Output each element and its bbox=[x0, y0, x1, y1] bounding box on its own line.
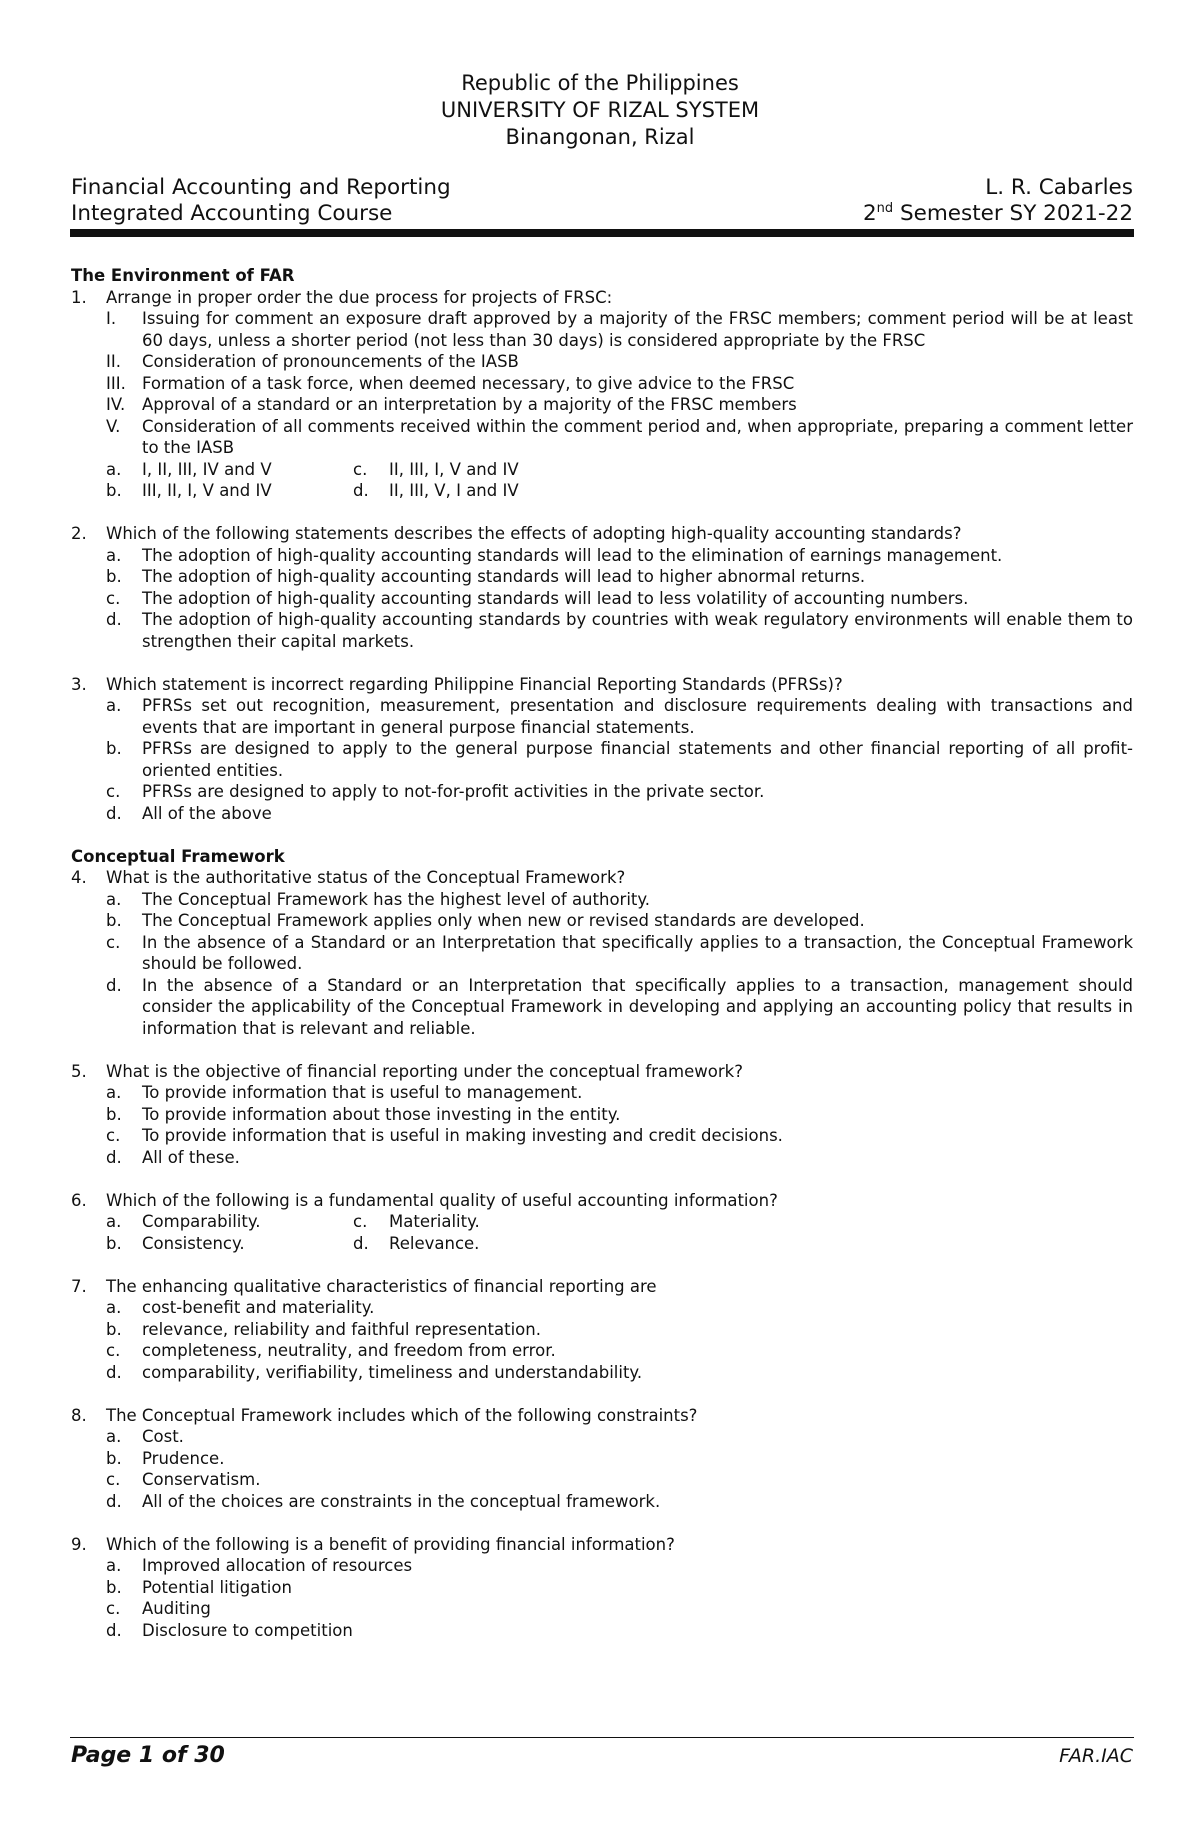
choice-text: PFRSs are designed to apply to not-for-profit activities in the private sector. bbox=[142, 782, 765, 801]
question-9 bbox=[71, 1534, 1133, 1556]
course-row-2 bbox=[71, 201, 1133, 229]
answer-choice bbox=[71, 1125, 1133, 1147]
choice-label: b. bbox=[106, 1104, 122, 1124]
answer-choice bbox=[71, 609, 1133, 652]
answer-choice bbox=[71, 545, 1133, 567]
process-step bbox=[71, 394, 1133, 416]
question-number: 9. bbox=[71, 1534, 87, 1554]
choice-text: To provide information about those investing in the entity. bbox=[142, 1104, 621, 1124]
choice-text: The adoption of high-quality accounting standards will lead to less volatility of accounting numbers. bbox=[142, 588, 969, 608]
choice-text: Comparability. bbox=[142, 1212, 261, 1231]
choice-label: c. bbox=[353, 459, 368, 479]
process-step bbox=[71, 351, 1133, 373]
question-8 bbox=[71, 1405, 1133, 1427]
choice-text: The adoption of high-quality accounting standards will lead to the elimination of earnings management. bbox=[142, 545, 1003, 565]
question-text: The enhancing qualitative characteristics of financial reporting are bbox=[106, 1276, 657, 1296]
semester-label bbox=[863, 201, 1133, 226]
section-heading-conceptual-framework: Conceptual Framework bbox=[71, 846, 285, 866]
step-text: Issuing for comment an exposure draft approved by a majority of the FRSC members; comment period will be at least 60 days, unless a shorter period (not less than 30 days) is considered appropriate by the FRSC bbox=[142, 309, 1133, 350]
question-number: 6. bbox=[71, 1190, 87, 1210]
choice-label: a. bbox=[106, 1556, 122, 1575]
choice-text: In the absence of a Standard or an Interpretation that specifically applies to a transaction, the Conceptual Framework should be followed. bbox=[142, 932, 1133, 973]
choice-label: c. bbox=[106, 932, 121, 952]
answer-choice bbox=[71, 1426, 1133, 1448]
choice-label: b. bbox=[106, 481, 122, 500]
answer-choice bbox=[71, 738, 1133, 781]
choice-label: a. bbox=[106, 889, 122, 909]
choice-label: a. bbox=[106, 1083, 122, 1102]
choice-label: c. bbox=[106, 1126, 121, 1145]
choice-label: d. bbox=[106, 610, 122, 629]
choice-text: II, III, V, I and IV bbox=[389, 481, 519, 500]
page-number: Page 1 of 30 bbox=[71, 1743, 225, 1768]
step-label: IV. bbox=[106, 395, 126, 414]
answer-choices-row bbox=[71, 1233, 1133, 1255]
choice-label: d. bbox=[106, 975, 122, 995]
choice-text: Auditing bbox=[142, 1599, 211, 1618]
choice-text: Materiality. bbox=[389, 1212, 480, 1231]
answer-choice bbox=[71, 1362, 1133, 1384]
question-6 bbox=[71, 1190, 1133, 1212]
process-step bbox=[71, 308, 1133, 351]
answer-choice bbox=[71, 1340, 1133, 1362]
choice-label: d. bbox=[106, 1147, 122, 1167]
answer-choice bbox=[71, 1620, 1133, 1642]
answer-choice bbox=[71, 1448, 1133, 1470]
choice-text: To provide information that is useful in making investing and credit decisions. bbox=[142, 1126, 783, 1145]
choice-text: The adoption of high-quality accounting standards by countries with weak regulatory environments will enable them to strengthen their capital markets. bbox=[142, 610, 1133, 651]
answer-choice bbox=[71, 1469, 1133, 1491]
semester-number: 2 bbox=[862, 201, 877, 226]
choice-text: The Conceptual Framework has the highest level of authority. bbox=[142, 889, 651, 909]
question-text: Which statement is incorrect regarding Philippine Financial Reporting Standards (PFRSs)? bbox=[106, 674, 843, 694]
institution-header bbox=[0, 70, 1200, 151]
step-text: Consideration of all comments received within the comment period and, when appropriate, preparing a comment letter to the IASB bbox=[142, 416, 1133, 457]
question-number: 5. bbox=[71, 1061, 87, 1081]
step-label: I. bbox=[106, 309, 117, 328]
choice-text: relevance, reliability and faithful representation. bbox=[142, 1319, 541, 1339]
answer-choice bbox=[71, 1297, 1133, 1319]
choice-text: PFRSs set out recognition, measurement, presentation and disclosure requirements dealing with transactions and events that are important in general purpose financial statements. bbox=[142, 696, 1133, 737]
choice-label: b. bbox=[106, 1233, 122, 1253]
answer-choice bbox=[71, 1082, 1133, 1104]
step-label: V. bbox=[106, 416, 121, 436]
step-text: Approval of a standard or an interpretation by a majority of the FRSC members bbox=[142, 395, 797, 414]
choice-label: d. bbox=[106, 1491, 122, 1511]
process-step bbox=[71, 373, 1133, 395]
answer-choice bbox=[71, 588, 1133, 610]
question-content bbox=[71, 265, 1133, 1641]
answer-choices-row bbox=[71, 459, 1133, 481]
choice-label: a. bbox=[106, 1427, 122, 1446]
choice-label: d. bbox=[106, 803, 122, 823]
author-name: L. R. Cabarles bbox=[985, 175, 1133, 200]
choice-label: c. bbox=[106, 1470, 121, 1489]
question-7 bbox=[71, 1276, 1133, 1298]
choice-text: All of these. bbox=[142, 1147, 240, 1167]
choice-label: d. bbox=[106, 1620, 122, 1640]
semester-text: Semester SY 2021-22 bbox=[893, 201, 1133, 226]
choice-label: c. bbox=[106, 1599, 121, 1618]
choice-text: Consistency. bbox=[142, 1233, 245, 1253]
choice-text: Prudence. bbox=[142, 1448, 225, 1468]
choice-label: b. bbox=[106, 1319, 122, 1339]
choice-text: II, III, I, V and IV bbox=[389, 459, 519, 479]
choice-label: b. bbox=[106, 567, 122, 586]
choice-label: b. bbox=[106, 739, 122, 758]
answer-choice bbox=[71, 803, 1133, 825]
answer-choice bbox=[71, 910, 1133, 932]
question-text: What is the authoritative status of the Conceptual Framework? bbox=[106, 868, 626, 887]
choice-label: c. bbox=[106, 782, 121, 801]
step-text: Formation of a task force, when deemed necessary, to give advice to the FRSC bbox=[142, 373, 795, 393]
question-5 bbox=[71, 1061, 1133, 1083]
choice-text: Improved allocation of resources bbox=[142, 1556, 413, 1575]
choice-label: a. bbox=[106, 1212, 122, 1231]
choice-text: cost-benefit and materiality. bbox=[142, 1298, 375, 1317]
question-4 bbox=[71, 867, 1133, 889]
choice-label: d. bbox=[106, 1362, 122, 1382]
question-number: 3. bbox=[71, 674, 87, 694]
header-divider bbox=[70, 229, 1134, 237]
choice-label: a. bbox=[106, 1298, 122, 1317]
answer-choices-row bbox=[71, 480, 1133, 502]
footer-divider bbox=[70, 1737, 1134, 1738]
choice-label: a. bbox=[106, 545, 122, 565]
course-row-1 bbox=[71, 175, 1133, 203]
question-text: What is the objective of financial reporting under the conceptual framework? bbox=[106, 1061, 743, 1081]
choice-label: c. bbox=[106, 588, 121, 608]
answer-choices-row bbox=[71, 1211, 1133, 1233]
choice-text: All of the above bbox=[142, 803, 272, 823]
step-text: Consideration of pronouncements of the IASB bbox=[142, 352, 519, 371]
choice-text: III, II, I, V and IV bbox=[142, 481, 272, 500]
answer-choice bbox=[71, 695, 1133, 738]
answer-choice bbox=[71, 1598, 1133, 1620]
answer-choice bbox=[71, 1577, 1133, 1599]
question-text: The Conceptual Framework includes which of the following constraints? bbox=[106, 1405, 698, 1425]
document-code: FAR.IAC bbox=[1059, 1745, 1133, 1767]
choice-text: In the absence of a Standard or an Interpretation that specifically applies to a transaction, management should consider the applicability of the Conceptual Framework in developing and applying an accounting policy that results in information that is relevant and reliable. bbox=[142, 975, 1133, 1038]
choice-label: b. bbox=[106, 911, 122, 930]
answer-choice bbox=[71, 932, 1133, 975]
answer-choice bbox=[71, 781, 1133, 803]
campus-name: Binangonan, Rizal bbox=[505, 125, 695, 149]
question-3 bbox=[71, 674, 1133, 696]
question-2 bbox=[71, 523, 1133, 545]
choice-label: b. bbox=[106, 1448, 122, 1468]
semester-suffix: nd bbox=[876, 201, 894, 216]
question-number: 7. bbox=[71, 1276, 87, 1296]
answer-choice bbox=[71, 975, 1133, 1040]
question-number: 4. bbox=[71, 868, 87, 887]
course-title: Integrated Accounting Course bbox=[71, 201, 393, 226]
answer-choice bbox=[71, 566, 1133, 588]
choice-text: Cost. bbox=[142, 1427, 184, 1446]
choice-text: Conservatism. bbox=[142, 1470, 261, 1489]
choice-label: c. bbox=[353, 1212, 368, 1231]
step-label: III. bbox=[106, 373, 126, 393]
choice-text: The Conceptual Framework applies only when new or revised standards are developed. bbox=[142, 911, 865, 930]
country-name: Republic of the Philippines bbox=[461, 71, 739, 95]
choice-text: Relevance. bbox=[389, 1233, 480, 1253]
answer-choice bbox=[71, 1491, 1133, 1513]
answer-choice bbox=[71, 1104, 1133, 1126]
choice-text: The adoption of high-quality accounting standards will lead to higher abnormal returns. bbox=[142, 567, 866, 586]
section-heading-environment: The Environment of FAR bbox=[71, 266, 295, 285]
choice-text: PFRSs are designed to apply to the general purpose financial statements and other financial reporting of all profit-oriented entities. bbox=[142, 739, 1133, 780]
question-text: Which of the following is a fundamental quality of useful accounting information? bbox=[106, 1190, 778, 1210]
choice-label: c. bbox=[106, 1341, 121, 1360]
question-number: 1. bbox=[71, 287, 87, 307]
choice-text: All of the choices are constraints in the conceptual framework. bbox=[142, 1491, 661, 1511]
choice-text: Disclosure to competition bbox=[142, 1620, 353, 1640]
step-label: II. bbox=[106, 352, 121, 371]
choice-text: Potential litigation bbox=[142, 1577, 292, 1597]
choice-label: a. bbox=[106, 696, 122, 715]
answer-choice bbox=[71, 1555, 1133, 1577]
question-number: 8. bbox=[71, 1405, 87, 1425]
choice-text: I, II, III, IV and V bbox=[142, 459, 272, 479]
question-1 bbox=[71, 287, 1133, 309]
choice-text: To provide information that is useful to management. bbox=[142, 1083, 583, 1102]
answer-choice bbox=[71, 1319, 1133, 1341]
subject-title: Financial Accounting and Reporting bbox=[71, 175, 451, 200]
choice-label: d. bbox=[353, 1233, 369, 1253]
choice-text: comparability, verifiability, timeliness and understandability. bbox=[142, 1362, 643, 1382]
process-step bbox=[71, 416, 1133, 459]
choice-text: completeness, neutrality, and freedom from error. bbox=[142, 1341, 556, 1360]
university-name: UNIVERSITY OF RIZAL SYSTEM bbox=[440, 98, 760, 122]
choice-label: d. bbox=[353, 481, 369, 500]
answer-choice bbox=[71, 1147, 1133, 1169]
question-text: Which of the following is a benefit of providing financial information? bbox=[106, 1534, 675, 1554]
answer-choice bbox=[71, 889, 1133, 911]
question-number: 2. bbox=[71, 524, 87, 543]
question-text: Which of the following statements describes the effects of adopting high-quality accounting standards? bbox=[106, 524, 962, 543]
question-text: Arrange in proper order the due process for projects of FRSC: bbox=[106, 287, 613, 307]
choice-label: b. bbox=[106, 1577, 122, 1597]
choice-label: a. bbox=[106, 459, 122, 479]
